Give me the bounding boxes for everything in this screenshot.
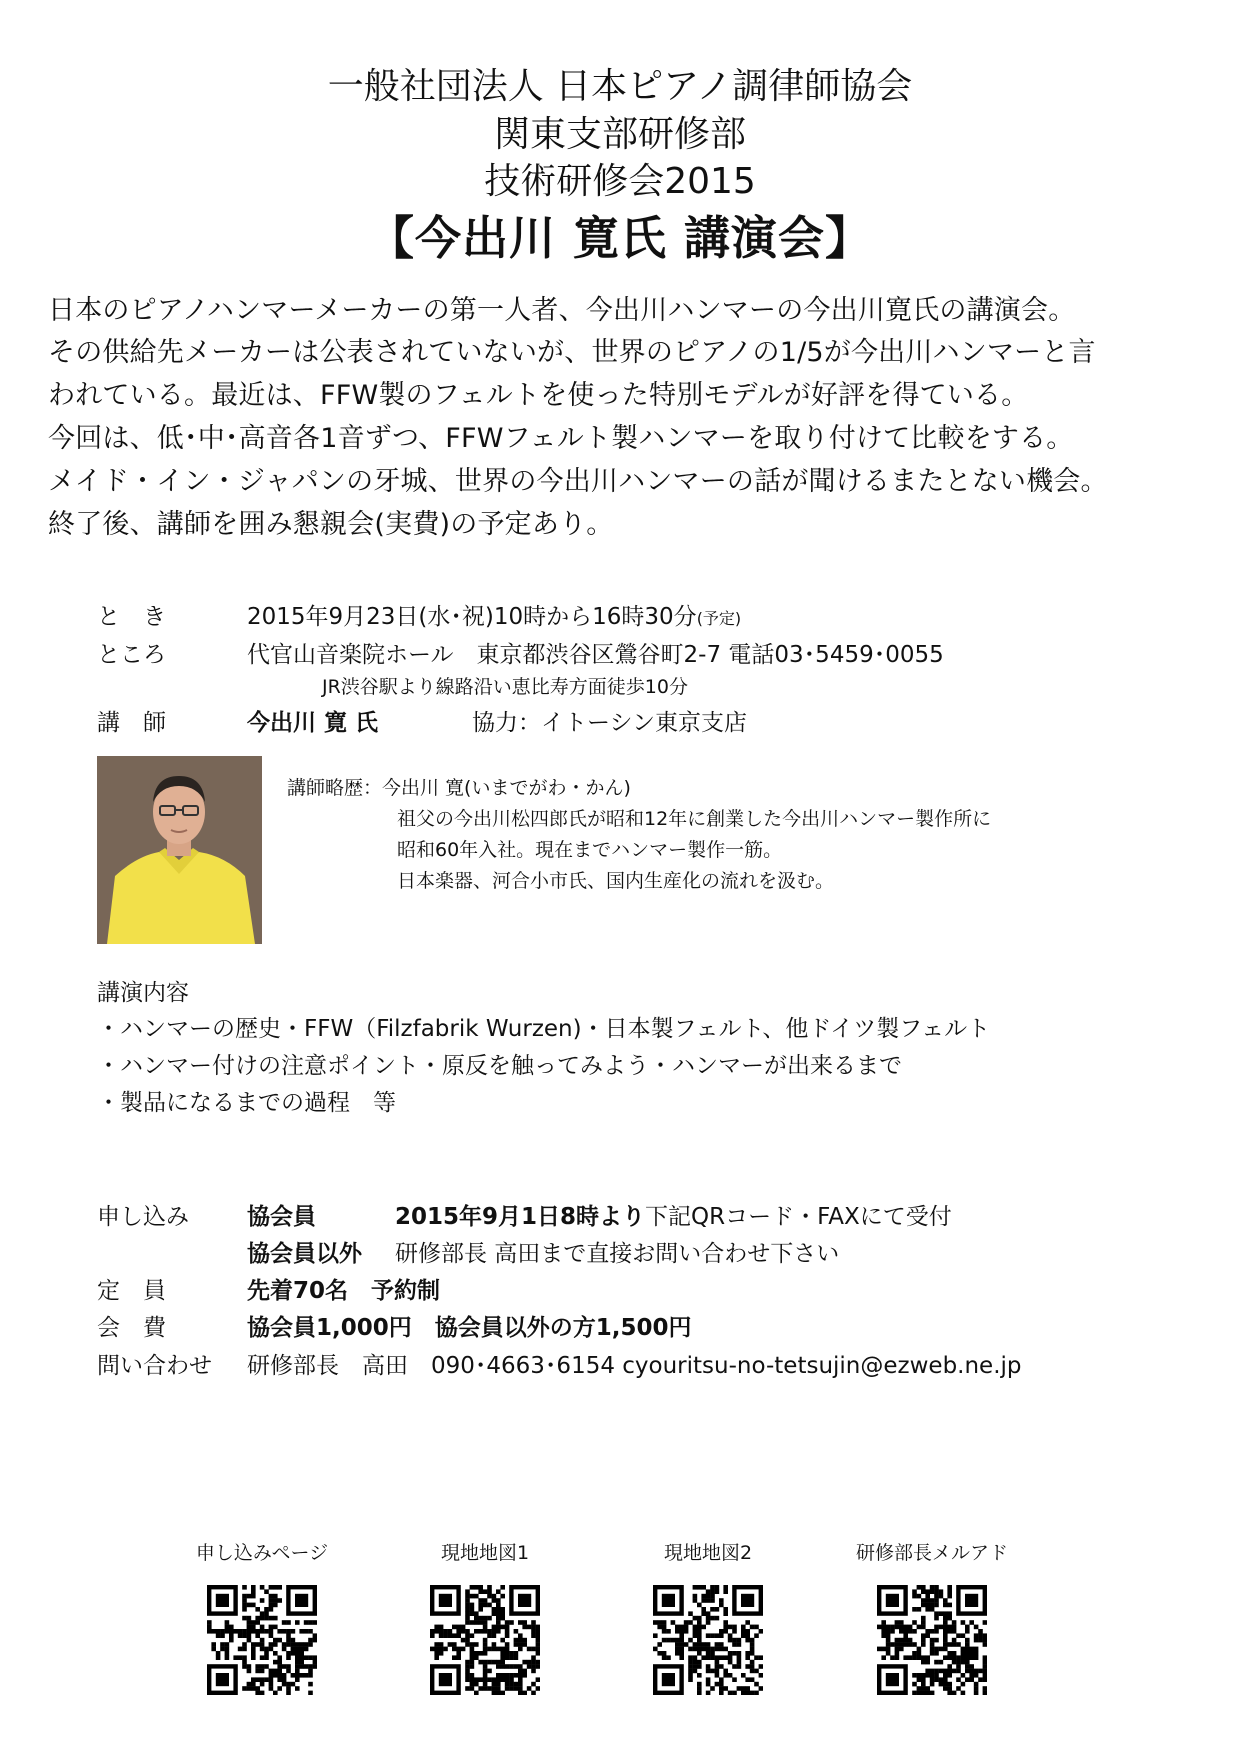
intro-line: 終了後、講師を囲み懇親会(実費)の予定あり。 (48, 509, 614, 540)
qr-code-apply[interactable] (207, 1585, 317, 1695)
lecturer-photo (97, 756, 262, 944)
content-item: ・ハンマーの歴史・FFW（Filzfabrik Wurzen)・日本製フェルト、他ドイツ製フェルト (97, 1016, 991, 1042)
lecturer-portrait-image (97, 756, 262, 944)
contact-value: 研修部長 高田 090･4663･6154 cyouritsu-no-tetsujin@ezweb.ne.jp (247, 1353, 1022, 1379)
capacity-value: 先着70名 予約制 (247, 1278, 441, 1304)
qr-label-apply: 申し込みページ (195, 1542, 329, 1564)
member-label: 協会員 (247, 1204, 316, 1230)
qr-code-map2[interactable] (653, 1585, 763, 1695)
bio-label: 講師略歴：今出川 寛(いまでがわ・かん) (287, 777, 631, 799)
nonmember-label: 協会員以外 (247, 1241, 362, 1267)
nonmember-text: 研修部長 高田まで直接お問い合わせ下さい (395, 1241, 840, 1267)
when-note: (予定) (696, 609, 742, 628)
member-date: 2015年9月1日8時より (395, 1204, 646, 1230)
content-item: ・製品になるまでの過程 等 (97, 1090, 396, 1116)
lecturer-label: 講 師 (97, 710, 166, 736)
intro-line: その供給先メーカーは公表されていないが、世界のピアノの1/5が今出川ハンマーと言 (48, 337, 1096, 368)
event-series: 技術研修会2015 (484, 161, 756, 202)
where-label: ところ (97, 642, 166, 668)
bio-line: 日本楽器、河合小市氏、国内生産化の流れを汲む。 (397, 870, 835, 892)
fee-label: 会 費 (97, 1315, 166, 1341)
bio-line: 昭和60年入社。現在までハンマー製作一筋。 (397, 839, 783, 861)
content-heading: 講演内容 (97, 980, 189, 1006)
member-method: 下記QRコード・FAXにて受付 (645, 1204, 952, 1230)
qr-label-email: 研修部長メルアド (855, 1542, 1008, 1564)
intro-line: 今回は、低･中･高音各1音ずつ、FFWフェルト製ハンマーを取り付けて比較をする。 (48, 423, 1074, 454)
bio-line: 祖父の今出川松四郎氏が昭和12年に創業した今出川ハンマー製作所に (397, 808, 992, 830)
intro-line: メイド・イン・ジャパンの牙城、世界の今出川ハンマーの話が聞けるまたとない機会。 (48, 466, 1108, 497)
content-item: ・ハンマー付けの注意ポイント・原反を触ってみよう・ハンマーが出来るまで (97, 1053, 902, 1079)
member-info (395, 1198, 952, 1231)
when-value (247, 598, 741, 631)
qr-label-map2: 現地地図2 (663, 1542, 753, 1564)
org-name: 一般社団法人 日本ピアノ調律師協会 (327, 66, 913, 107)
when-label: と き (97, 604, 166, 630)
qr-label-map1: 現地地図1 (440, 1542, 530, 1564)
intro-line: われている。最近は、FFW製のフェルトを使った特別モデルが好評を得ている。 (48, 380, 1029, 411)
lecturer-name: 今出川 寛 氏 (247, 710, 379, 736)
when-date: 2015年9月23日(水･祝)10時から16時30分 (247, 604, 697, 630)
contact-label: 問い合わせ (97, 1353, 212, 1379)
qr-code-map1[interactable] (430, 1585, 540, 1695)
capacity-label: 定 員 (97, 1278, 166, 1304)
cooperation: 協力：イトーシン東京支店 (472, 710, 747, 736)
fee-value: 協会員1,000円 協会員以外の方1,500円 (247, 1315, 692, 1341)
branch-name: 関東支部研修部 (493, 114, 746, 155)
event-title: 【今出川 寛氏 講演会】 (367, 211, 873, 265)
where-note: JR渋谷駅より線路沿い恵比寿方面徒歩10分 (322, 676, 688, 698)
where-value: 代官山音楽院ホール 東京都渋谷区鶯谷町2-7 電話03･5459･0055 (247, 642, 944, 668)
qr-code-email[interactable] (877, 1585, 987, 1695)
intro-line: 日本のピアノハンマーメーカーの第一人者、今出川ハンマーの今出川寛氏の講演会。 (48, 295, 1076, 326)
apply-label: 申し込み (97, 1204, 189, 1230)
